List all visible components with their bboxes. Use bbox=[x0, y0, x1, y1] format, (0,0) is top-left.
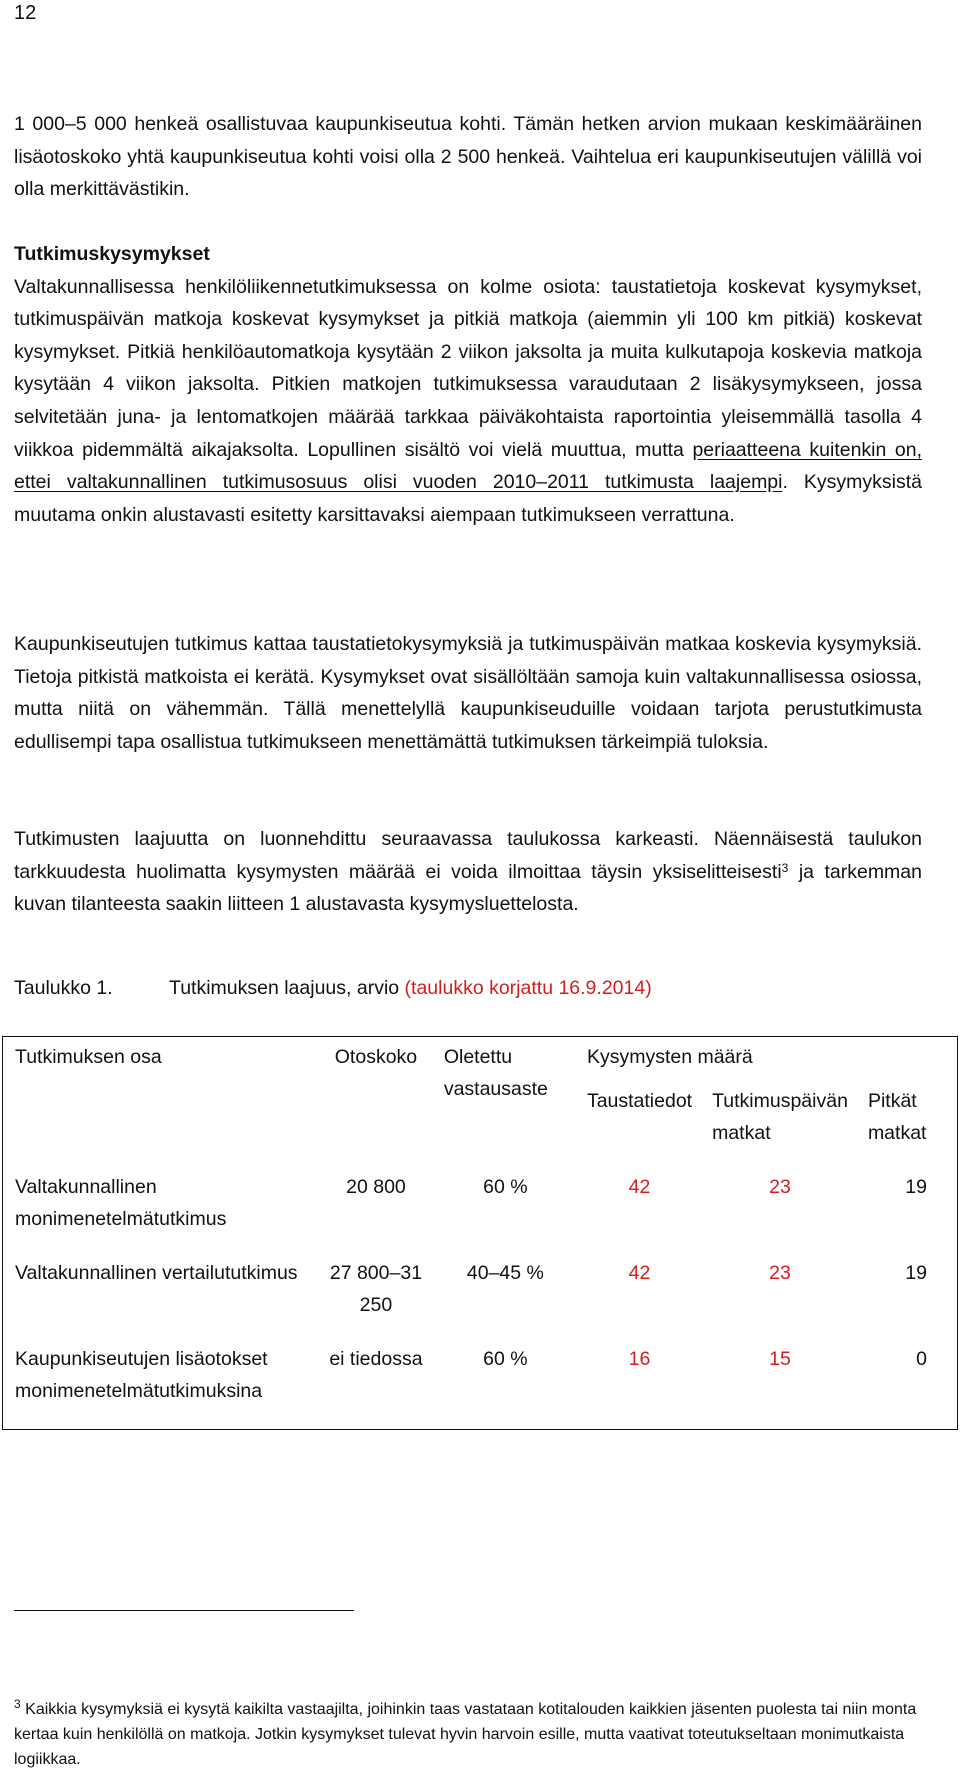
cell-day-trips: 15 bbox=[769, 1348, 791, 1370]
paragraph-3-block bbox=[14, 823, 922, 921]
cell-background: 16 bbox=[628, 1348, 651, 1370]
table-row bbox=[3, 1339, 958, 1430]
table-row bbox=[3, 1253, 958, 1339]
header-sample-size: Otoskoko bbox=[334, 1046, 418, 1068]
paragraph-2: Kaupunkiseutujen tutkimus kattaa taustatietokysymyksiä ja tutkimuspäivän matkaa koskevia kysymyksiä. Tietoja pitkistä matkoista ei kerätä. Kysymykset ovat sisällöltään samoja kuin valtakunnallisessa osiossa, mutta niitä on vähemmän. Tällä menettelyllä kaupunkiseuduille voidaan tarjota perustutkimusta edullisempi tapa osallistua tutkimukseen menettämättä tutkimuksen tärkeimpiä tuloksia. bbox=[14, 633, 922, 753]
header-long-trips: Pitkät matkat bbox=[867, 1090, 927, 1144]
header-part: Tutkimuksen osa bbox=[15, 1046, 162, 1068]
footnote bbox=[14, 1697, 934, 1772]
intro-text: 1 000–5 000 henkeä osallistuvaa kaupunkiseutua kohti. Tämän hetken arvion mukaan keskimääräinen lisäotoskoko yhtä kaupunkiseutua kohti voisi olla 2 500 henkeä. Vaihtelua eri kaupunkiseutujen välillä voi olla merkittävästikin. bbox=[14, 113, 922, 201]
footnote-text: Kaikkia kysymyksiä ei kysytä kaikilta vastaajilta, joihinkin taas vastataan kotitalouden kaikkien jäsenten puolesta tai niin monta kertaa kuin henkilöllä on matkoja. Jotkin kysymykset tulevat hyvin harvoin esille, mutta vaativat toteutukseltaan monimutkaista logiikkaa. bbox=[14, 1701, 917, 1768]
paragraph-1-underlined: periaatteena kuitenkin on, ettei valtakunnallinen tutkimusosuus olisi vuoden 2010–2011 tutkimusta laajempi bbox=[14, 438, 923, 494]
paragraph-1-end: . Kysymyksistä muutama onkin alustavasti esitetty karsittavaksi aiempaan tutkimukseen verrattuna. bbox=[14, 471, 922, 526]
table-caption-note: (taulukko korjattu 16.9.2014) bbox=[404, 977, 652, 999]
page-number: 12 bbox=[14, 2, 37, 24]
cell-part: Kaupunkiseutujen lisäotokset monimenetelmätutkimuksina bbox=[15, 1348, 268, 1402]
cell-sample: 20 800 bbox=[346, 1176, 406, 1198]
footnote-divider bbox=[14, 1610, 354, 1611]
cell-background: 42 bbox=[628, 1262, 651, 1284]
paragraph-3 bbox=[14, 823, 922, 921]
header-response-rate: Oletettu vastausaste bbox=[443, 1046, 548, 1100]
paragraph-1-start: Valtakunnallisessa henkilöliikennetutkimuksessa on kolme osiota: taustatietoja koskevat kysymykset, tutkimuspäivän matkoja koskevat kysymykset ja pitkiä matkoja (aiemmin yli 100 km pitkiä) koskevat kysymykset. Pitkiä henkilöautomatkoja kysytään 2 viikon jaksolta ja muita kulkutapoja koskevia matkoja kysytään 4 viikon jaksolta. Pitkien matkojen tutkimuksessa varaudutaan 2 lisäkysymykseen, jossa selvitetään juna- ja lentomatkojen määrää tarkkaa päiväkohtaista raportointia yleisemmällä tasolla 4 viikkoa pidemmältä aikajaksolta. Lopullinen sisältö voi vielä muuttua, mutta bbox=[14, 275, 922, 461]
cell-part: Valtakunnallinen vertailututkimus bbox=[15, 1262, 298, 1284]
cell-long-trips: 19 bbox=[905, 1176, 927, 1198]
cell-long-trips: 19 bbox=[905, 1262, 927, 1284]
cell-long-trips: 0 bbox=[916, 1348, 927, 1370]
section-research-questions bbox=[14, 238, 922, 531]
table-caption-label: Taulukko 1. bbox=[14, 977, 113, 999]
intro-paragraph bbox=[14, 108, 922, 206]
cell-day-trips: 23 bbox=[769, 1176, 791, 1198]
paragraph-3-start: Tutkimusten laajuutta on luonnehdittu seuraavassa taulukossa karkeasti. Näennäisestä taulukon tarkkuudesta huolimatta kysymysten määrää ei voida ilmoittaa täysin yksiselitteisesti bbox=[14, 828, 922, 883]
header-day-trips: Tutkimuspäivän matkat bbox=[712, 1090, 848, 1144]
paragraph-1 bbox=[14, 271, 922, 532]
table-caption bbox=[14, 977, 652, 1000]
footnote-marker: 3 bbox=[14, 1697, 21, 1711]
table-row bbox=[3, 1167, 958, 1253]
cell-sample: ei tiedossa bbox=[329, 1348, 423, 1370]
section-heading: Tutkimuskysymykset bbox=[14, 243, 210, 265]
cell-background: 42 bbox=[628, 1176, 651, 1198]
paragraph-2-block bbox=[14, 628, 922, 758]
paragraph-3-end: ja tarkemman kuvan tilanteesta saakin liitteen 1 alustavasta kysymysluettelosta. bbox=[14, 860, 922, 916]
header-background: Taustatiedot bbox=[586, 1090, 693, 1112]
cell-response: 60 % bbox=[483, 1176, 528, 1198]
cell-sample: 27 800–31 250 bbox=[329, 1262, 423, 1316]
table-header-row bbox=[3, 1037, 958, 1078]
cell-response: 40–45 % bbox=[466, 1262, 544, 1284]
footnote-reference: 3 bbox=[781, 860, 789, 875]
scope-table bbox=[2, 1036, 958, 1430]
cell-day-trips: 23 bbox=[769, 1262, 791, 1284]
cell-response: 60 % bbox=[483, 1348, 528, 1370]
cell-part: Valtakunnallinen monimenetelmätutkimus bbox=[15, 1176, 227, 1230]
header-question-count: Kysymysten määrä bbox=[586, 1046, 753, 1068]
table-caption-text: Tutkimuksen laajuus, arvio bbox=[169, 977, 405, 999]
